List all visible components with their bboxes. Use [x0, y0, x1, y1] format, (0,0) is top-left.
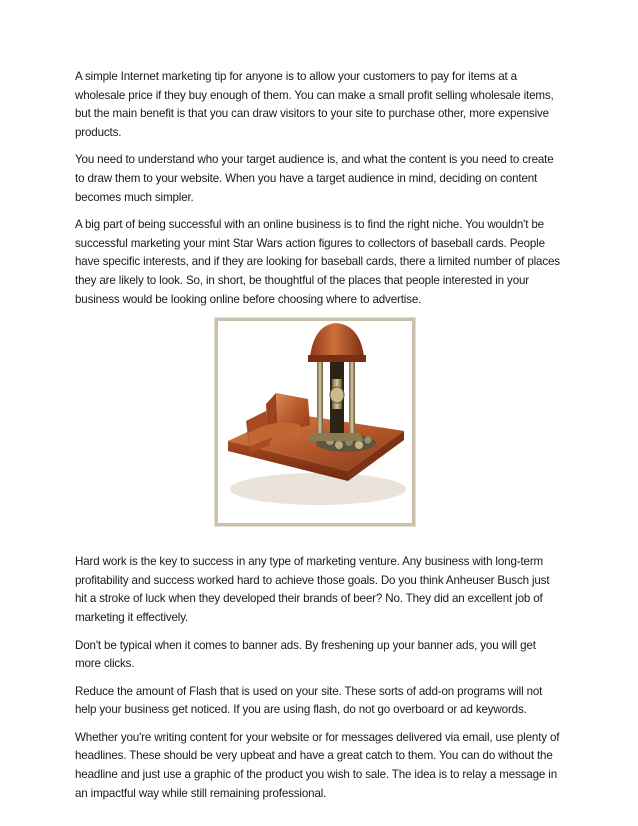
paragraph-target-audience: You need to understand who your target audience is, and what the content is you need to create to draw them to your website. When you have a target audience in mind, deciding on content becomes much simpler. — [75, 153, 554, 204]
paragraph-headlines: Whether you're writing content for your website or for messages delivered via email, use plenty of headlines. These should be very upbeat and have a great catch to them. You can do without the headline and just use a graphic of the product you wish to sale. The idea is to relay a message in an impactful way while still remaining professional. — [75, 730, 560, 800]
paragraph-flash: Reduce the amount of Flash that is used on your site. These sorts of add-on programs will not help your business get noticed. If you are using flash, do not go overboard or ad keywords. — [75, 684, 543, 717]
document-page — [75, 68, 563, 812]
paragraph-banner-ads: Don't be typical when it comes to banner ads. By freshening up your banner ads, you will get more clicks. — [75, 638, 536, 671]
product-image-frame — [215, 318, 415, 526]
paragraph-niche: A big part of being successful with an online business is to find the right niche. You wouldn't be successful marketing your mint Star Wars action figures to collectors of baseball cards. People have specific interests, and if they are looking for baseball cards, there a limited number of places they are likely to look. So, in short, be thoughtful of the places that people interested in your business would be looking online before choosing where to advertise. — [75, 218, 560, 306]
paragraph-wholesale-tip: A simple Internet marketing tip for anyone is to allow your customers to pay for items at a wholesale price if they buy enough of them. You can make a small profit selling wholesale items, but the main benefit is that you can draw visitors to your site to purchase other, more expensive products. — [75, 70, 554, 139]
paragraph-hard-work: Hard work is the key to success in any type of marketing venture. Any business with long-term profitability and success worked hard to achieve those goals. Do you think Anheuser Busch just hit a stroke of luck when they developed their brands of beer? No. They did an excellent job of marketing it effectively. — [75, 555, 550, 624]
cigar-cutter-photo-icon — [218, 321, 412, 523]
